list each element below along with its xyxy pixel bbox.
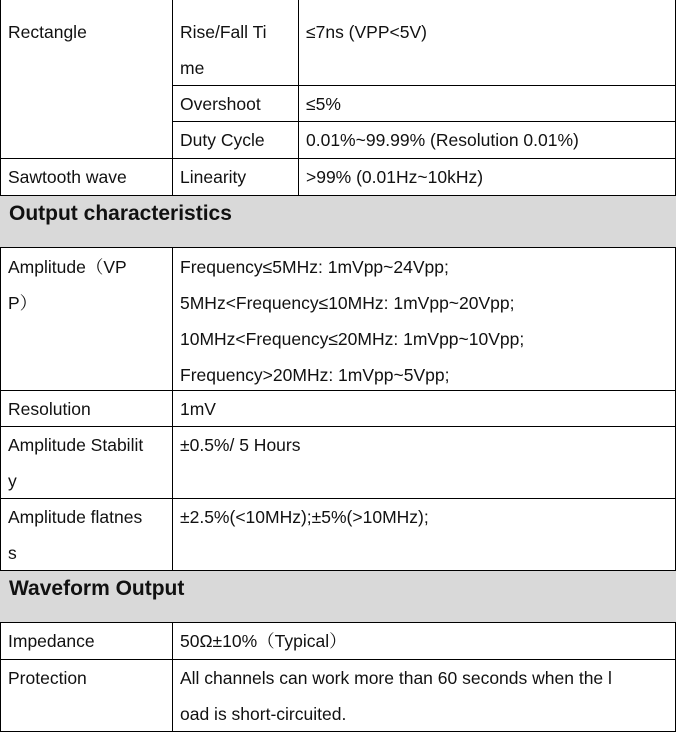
output-characteristics-header [0, 196, 676, 247]
overshoot-param: Overshoot [180, 94, 261, 114]
divider [298, 0, 299, 196]
overshoot-value: ≤5% [306, 94, 341, 114]
divider [0, 622, 1, 732]
divider [0, 498, 676, 499]
section-title: Output characteristics [9, 202, 232, 225]
rise-fall-param: Rise/Fall Ti me [180, 22, 267, 78]
divider [0, 426, 676, 427]
rise-fall-value: ≤7ns (VPP<5V) [306, 22, 427, 42]
divider [0, 247, 676, 248]
divider [172, 247, 173, 571]
amplitude-value: Frequency≤5MHz: 1mVpp~24Vpp; 5MHz<Frequency≤10MHz: 1mVpp~20Vpp; 10MHz<Frequency≤20MHz: 1mVpp~10Vpp; Frequency>20MHz: 1mVpp~5Vpp; [180, 257, 525, 385]
divider [172, 85, 676, 86]
stability-value: ±0.5%/ 5 Hours [180, 435, 301, 455]
resolution-value: 1mV [180, 399, 216, 419]
waveform-output-header [0, 571, 676, 622]
flatness-value: ±2.5%(<10MHz);±5%(>10MHz); [180, 507, 429, 527]
linearity-value: >99% (0.01Hz~10kHz) [306, 167, 484, 187]
divider [0, 731, 676, 732]
linearity-param: Linearity [180, 167, 247, 187]
divider [172, 622, 173, 732]
sawtooth-label: Sawtooth wave [8, 167, 127, 187]
duty-cycle-param: Duty Cycle [180, 130, 265, 150]
resolution-label: Resolution [8, 399, 91, 419]
stability-label: Amplitude Stabilit y [8, 435, 144, 491]
divider [172, 0, 173, 196]
impedance-value: 50Ω±10%（Typical） [180, 631, 347, 651]
divider [0, 659, 676, 660]
divider [0, 390, 676, 391]
protection-value: All channels can work more than 60 seconds when the l oad is short-circuited. [180, 668, 612, 724]
amplitude-label: Amplitude（VP P） [8, 257, 127, 313]
flatness-label: Amplitude flatnes s [8, 507, 143, 563]
divider [0, 247, 1, 571]
rectangle-label: Rectangle [8, 22, 87, 42]
divider [0, 622, 676, 623]
duty-cycle-value: 0.01%~99.99% (Resolution 0.01%) [306, 130, 579, 150]
divider [0, 195, 676, 196]
impedance-label: Impedance [8, 631, 95, 651]
divider [0, 0, 1, 196]
protection-label: Protection [8, 668, 87, 688]
divider [172, 121, 676, 122]
section-title: Waveform Output [9, 577, 185, 600]
divider [0, 158, 676, 159]
divider [0, 570, 676, 571]
